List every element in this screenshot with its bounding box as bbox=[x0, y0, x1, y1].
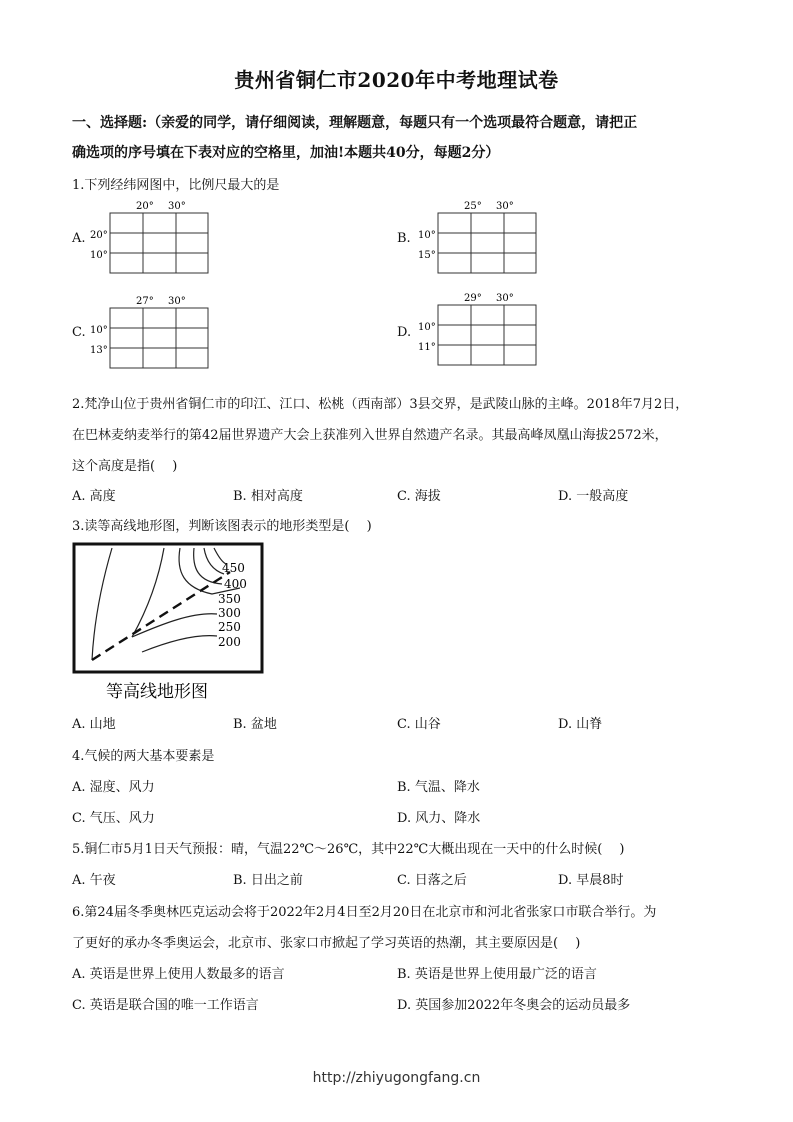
q1-c-lon-2: 30° bbox=[168, 296, 186, 307]
q1-c-lat-1: 10° bbox=[90, 325, 108, 336]
q6-option-a: A. 英语是世界上使用人数最多的语言 bbox=[72, 967, 285, 982]
q6-option-d: D. 英国参加2022年冬奥会的运动员最多 bbox=[397, 998, 631, 1013]
section-heading-line2: 确选项的序号填在下表对应的空格里，加油!本题共40分，每题2分） bbox=[72, 145, 500, 161]
q2-option-c: C. 海拔 bbox=[397, 489, 441, 504]
q1-grid-a bbox=[88, 198, 218, 280]
q6-stem-line1: 6.第24届冬季奥林匹克运动会将于2022年2月4日至2月20日在北京市和河北省张家口市联合举行。为 bbox=[72, 905, 657, 920]
q1-d-lon-2: 30° bbox=[496, 293, 514, 304]
q2-stem-line2: 在巴林麦纳麦举行的第42届世界遗产大会上获准列入世界自然遗产名录。其最高峰凤凰山海拔2572米， bbox=[72, 428, 668, 443]
q1-option-c-label: C. bbox=[72, 325, 86, 340]
q3-option-a: A. 山地 bbox=[72, 717, 116, 732]
q1-a-lon-2: 30° bbox=[168, 201, 186, 212]
q3-option-d: D. 山脊 bbox=[558, 717, 603, 732]
section-heading-line1: 一、选择题:（亲爱的同学，请仔细阅读，理解题意，每题只有一个选项最符合题意，请把正 bbox=[72, 115, 638, 131]
q6-option-b: B. 英语是世界上使用最广泛的语言 bbox=[397, 967, 597, 982]
contour-label-250: 250 bbox=[218, 620, 241, 634]
q4-stem: 4.气候的两大基本要素是 bbox=[72, 749, 215, 764]
q2-stem-line1: 2.梵净山位于贵州省铜仁市的印江、江口、松桃（西南部）3县交界，是武陵山脉的主峰。2018年7月2日， bbox=[72, 397, 689, 412]
q1-a-lat-2: 10° bbox=[90, 250, 108, 261]
q6-option-c: C. 英语是联合国的唯一工作语言 bbox=[72, 998, 259, 1013]
q2-option-b: B. 相对高度 bbox=[233, 489, 303, 504]
q1-b-lon-1: 25° bbox=[464, 201, 482, 212]
q5-option-c: C. 日落之后 bbox=[397, 873, 467, 888]
q1-a-lon-1: 20° bbox=[136, 201, 154, 212]
q1-grid-d bbox=[416, 290, 546, 372]
contour-label-450: 450 bbox=[222, 561, 245, 575]
q1-b-lat-2: 15° bbox=[418, 250, 436, 261]
contour-label-300: 300 bbox=[218, 606, 241, 620]
page-title: 贵州省铜仁市2020年中考地理试卷 bbox=[234, 68, 559, 92]
q1-grid-c bbox=[88, 293, 218, 375]
q1-c-lat-2: 13° bbox=[90, 345, 108, 356]
q1-b-lat-1: 10° bbox=[418, 230, 436, 241]
q1-b-lon-2: 30° bbox=[496, 201, 514, 212]
q3-option-c: C. 山谷 bbox=[397, 717, 441, 732]
q4-option-d: D. 风力、降水 bbox=[397, 811, 481, 826]
q1-a-lat-1: 20° bbox=[90, 230, 108, 241]
contour-map-caption: 等高线地形图 bbox=[106, 682, 208, 702]
q1-option-b-label: B. bbox=[397, 231, 411, 246]
q1-d-lat-2: 11° bbox=[418, 342, 436, 353]
q4-option-c: C. 气压、风力 bbox=[72, 811, 155, 826]
q1-d-lat-1: 10° bbox=[418, 322, 436, 333]
q3-option-b: B. 盆地 bbox=[233, 717, 277, 732]
footer-url[interactable]: http://zhiyugongfang.cn bbox=[312, 1070, 481, 1086]
q5-stem: 5.铜仁市5月1日天气预报：晴，气温22℃～26℃，其中22℃大概出现在一天中的什么时候( ) bbox=[72, 842, 625, 857]
contour-label-400: 400 bbox=[224, 577, 247, 591]
q1-c-lon-1: 27° bbox=[136, 296, 154, 307]
q4-option-b: B. 气温、降水 bbox=[397, 780, 480, 795]
q2-option-a: A. 高度 bbox=[72, 489, 116, 504]
q3-stem: 3.读等高线地形图，判断该图表示的地形类型是( ) bbox=[72, 519, 372, 534]
q1-grid-b bbox=[416, 198, 546, 280]
q5-option-d: D. 早晨8时 bbox=[558, 873, 624, 888]
q6-stem-line2: 了更好的承办冬季奥运会，北京市、张家口市掀起了学习英语的热潮，其主要原因是( ) bbox=[72, 936, 581, 951]
q1-d-lon-1: 29° bbox=[464, 293, 482, 304]
contour-label-200: 200 bbox=[218, 635, 241, 649]
q1-option-d-label: D. bbox=[397, 325, 412, 340]
q4-option-a: A. 湿度、风力 bbox=[72, 780, 155, 795]
q2-option-d: D. 一般高度 bbox=[558, 489, 629, 504]
q1-stem: 1.下列经纬网图中，比例尺最大的是 bbox=[72, 178, 280, 193]
q2-stem-line3: 这个高度是指( ) bbox=[72, 459, 178, 474]
contour-map bbox=[72, 542, 268, 704]
q5-option-a: A. 午夜 bbox=[72, 873, 116, 888]
q1-option-a-label: A. bbox=[72, 231, 86, 246]
contour-label-350: 350 bbox=[218, 592, 241, 606]
q5-option-b: B. 日出之前 bbox=[233, 873, 303, 888]
